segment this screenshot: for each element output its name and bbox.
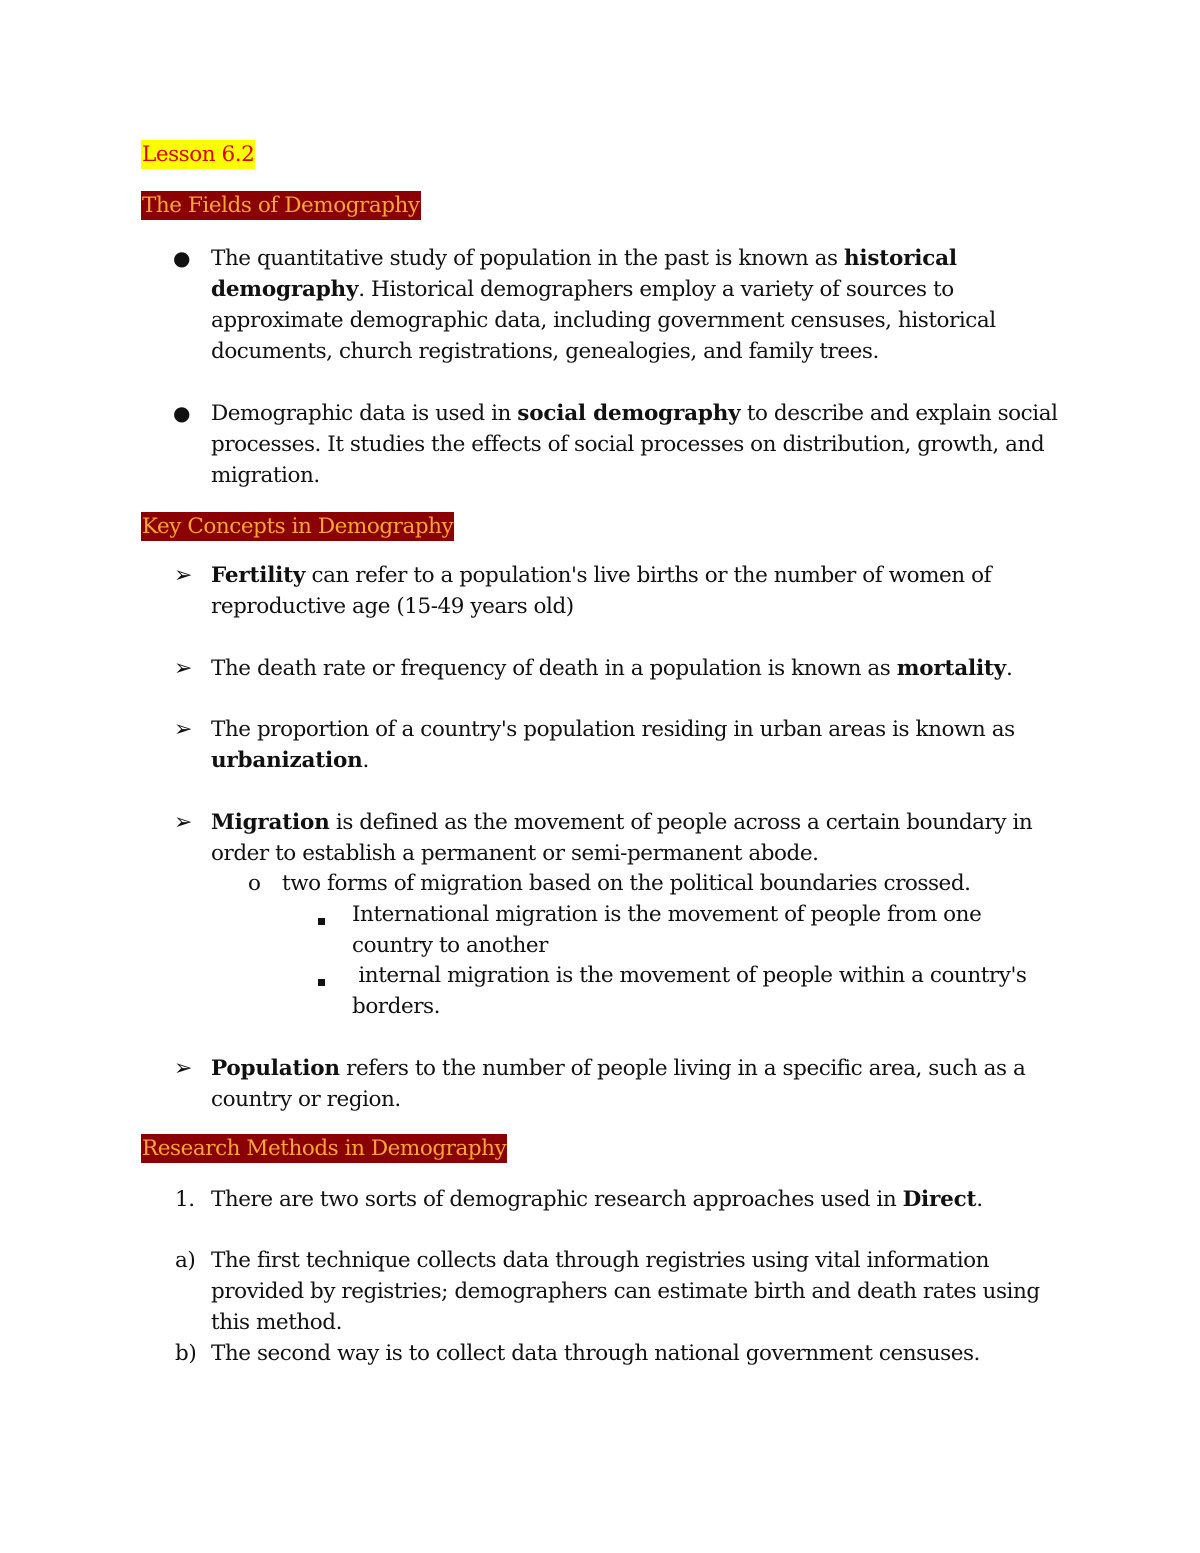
mortality-paragraph: The death rate or frequency of death in a population is known as mortality. — [211, 656, 1013, 681]
social-demography-paragraph: Demographic data is used in social demography to describe and explain social processes. It studies the effects of social processes on distribution, growth, and migration. — [211, 401, 1058, 488]
internal-migration-item: internal migration is the movement of people within a country's borders. — [352, 963, 1027, 1019]
lettered-marker: b) — [175, 1341, 197, 1366]
arrow-bullet-icon: ➢ — [174, 810, 192, 835]
arrow-bullet-icon: ➢ — [174, 656, 192, 681]
arrow-bullet-icon: ➢ — [174, 1056, 192, 1081]
migration-subitem: two forms of migration based on the political boundaries crossed. — [282, 871, 971, 896]
section-heading-fields: The Fields of Demography — [142, 193, 420, 218]
historical-demography-paragraph: The quantitative study of population in the past is known as historical demography. Historical demographers employ a variety of sources to approximate demographic data, including government censuses, historical documents, church registrations, genealogies, and family trees. — [211, 246, 996, 364]
numbered-marker: 1. — [175, 1187, 195, 1212]
square-bullet-icon — [318, 910, 325, 929]
square-bullet-icon — [318, 971, 325, 990]
bullet-icon: ● — [173, 246, 191, 270]
population-paragraph: Population refers to the number of people living in a specific area, such as a country or region. — [211, 1056, 1026, 1112]
section-heading-concepts: Key Concepts in Demography — [142, 514, 454, 539]
bullet-icon: ● — [173, 401, 191, 425]
international-migration-item: International migration is the movement of people from one country to another — [352, 902, 982, 958]
arrow-bullet-icon: ➢ — [174, 717, 192, 742]
lesson-title: Lesson 6.2 — [142, 142, 255, 167]
arrow-bullet-icon: ➢ — [174, 563, 192, 588]
migration-paragraph: Migration is defined as the movement of people across a certain boundary in order to establish a permanent or semi-permanent abode. — [211, 810, 1033, 866]
registries-paragraph: The first technique collects data through registries using vital information provided by registries; demographers can estimate birth and death rates using this method. — [211, 1248, 1040, 1335]
direct-methods-paragraph: There are two sorts of demographic research approaches used in Direct. — [211, 1187, 983, 1212]
section-heading-methods: Research Methods in Demography — [142, 1136, 507, 1161]
circle-bullet-icon: o — [248, 871, 261, 896]
urbanization-paragraph: The proportion of a country's population residing in urban areas is known as urbanization. — [211, 717, 1015, 773]
fertility-paragraph: Fertility can refer to a population's live births or the number of women of reproductive age (15-49 years old) — [211, 563, 992, 619]
censuses-paragraph: The second way is to collect data through national government censuses. — [211, 1341, 980, 1366]
lettered-marker: a) — [175, 1248, 196, 1273]
